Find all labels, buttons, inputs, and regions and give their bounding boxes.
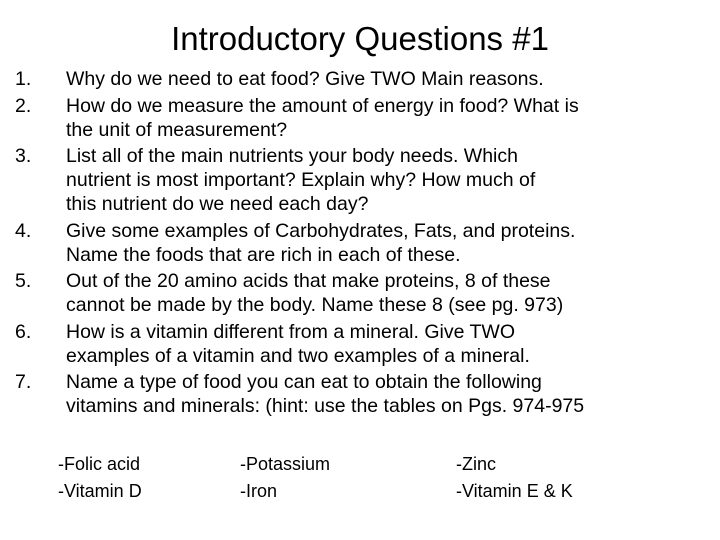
question-item	[0, 269, 720, 317]
question-item	[0, 144, 720, 216]
vitamin-item: -Vitamin D	[58, 481, 142, 501]
question-number: 7.	[15, 371, 32, 393]
question-text: How do we measure the amount of energy in food? What is	[66, 94, 579, 117]
vitamin-column	[240, 451, 330, 505]
question-text: Out of the 20 amino acids that make proteins, 8 of these	[66, 270, 551, 292]
question-number: 6.	[15, 320, 32, 343]
question-text: List all of the main nutrients your body needs. Which	[66, 145, 518, 167]
question-item	[0, 219, 720, 267]
vitamin-column	[456, 451, 573, 505]
question-item	[0, 94, 720, 142]
question-text: the unit of measurement?	[66, 118, 288, 141]
question-text: How is a vitamin different from a mineral. Give TWO	[66, 320, 515, 343]
question-number: 2.	[15, 94, 32, 117]
question-number: 1.	[15, 68, 32, 90]
question-text: examples of a vitamin and two examples of a mineral.	[66, 344, 530, 367]
question-item	[0, 67, 720, 91]
question-text: Name a type of food you can eat to obtain the following	[66, 371, 542, 393]
question-text: Name the foods that are rich in each of these.	[66, 243, 461, 266]
question-list	[0, 67, 720, 421]
vitamin-mineral-list	[0, 451, 720, 511]
question-number: 5.	[15, 270, 32, 292]
question-item	[0, 370, 720, 418]
question-number: 3.	[15, 145, 32, 167]
vitamin-item: -Potassium	[240, 454, 331, 474]
question-number: 4.	[15, 219, 32, 242]
slide-title: Introductory Questions #1	[171, 20, 549, 57]
question-text: cannot be made by the body. Name these 8 (see pg. 973)	[66, 294, 564, 316]
question-text: nutrient is most important? Explain why? How much of	[66, 169, 536, 191]
question-text: Give some examples of Carbohydrates, Fats, and proteins.	[66, 219, 576, 242]
question-item	[0, 320, 720, 368]
vitamin-item: -Vitamin E & K	[456, 481, 573, 501]
question-text: vitamins and minerals: (hint: use the tables on Pgs. 974-975	[66, 395, 585, 417]
vitamin-item: -Zinc	[456, 454, 496, 474]
vitamin-item: -Iron	[240, 481, 278, 501]
question-text: this nutrient do we need each day?	[66, 193, 369, 215]
question-text: Why do we need to eat food? Give TWO Main reasons.	[66, 68, 544, 90]
vitamin-column	[58, 451, 142, 505]
vitamin-item: -Folic acid	[58, 454, 141, 474]
